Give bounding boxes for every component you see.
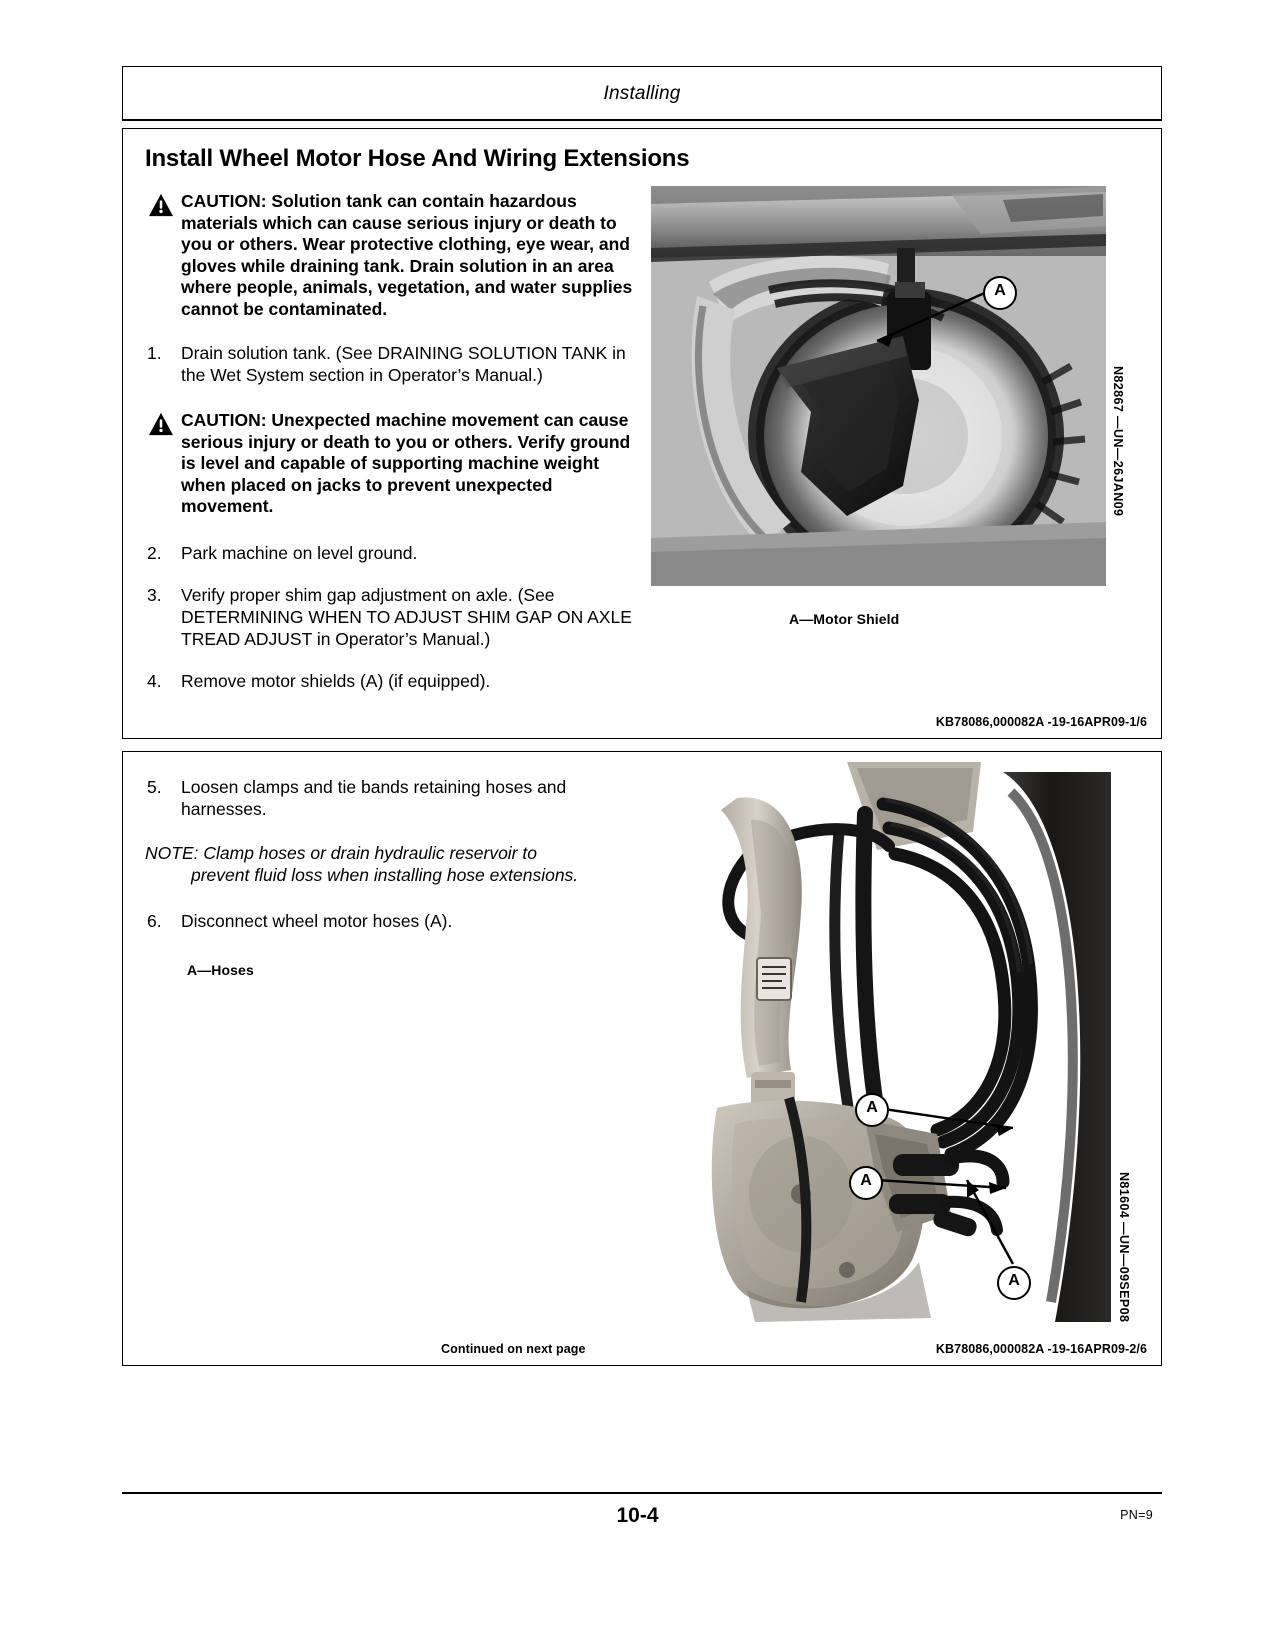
step-1-text: Drain solution tank. (See DRAINING SOLUTION TANK in the Wet System section in Operator’s Manual.) bbox=[181, 343, 626, 385]
figure-wheel-motor-hoses bbox=[651, 762, 1146, 1342]
list-item-step-1 bbox=[145, 342, 645, 386]
callout-bubble-a: A bbox=[983, 276, 1017, 310]
callout-bubble-a1: A bbox=[855, 1093, 889, 1127]
caution-note-1 bbox=[145, 191, 645, 320]
callout-bubble-a3: A bbox=[997, 1266, 1031, 1300]
list-item-step-3 bbox=[145, 584, 645, 650]
note-text: Clamp hoses or drain hydraulic reservoir to bbox=[203, 843, 537, 863]
article-panel-1 bbox=[122, 128, 1162, 739]
list-item-step-6 bbox=[145, 910, 645, 932]
step-4-number: 4. bbox=[147, 670, 162, 691]
caution-2-text: CAUTION: Unexpected machine movement can cause serious injury or death to you or others. Verify ground is level and capable of supporting machine weight when placed on jacks to prevent unexpected movement. bbox=[181, 410, 631, 516]
warning-triangle-icon bbox=[148, 193, 174, 217]
panel-1-footer-code: KB78086,000082A -19-16APR09-1/6 bbox=[935, 715, 1147, 729]
note-label: NOTE: bbox=[145, 843, 199, 863]
photo-wheel-motor-shield bbox=[651, 186, 1106, 586]
photo-artwork bbox=[651, 762, 1111, 1327]
panel-2-text-column bbox=[145, 776, 645, 978]
list-item-step-2 bbox=[145, 542, 645, 564]
caution-1-text: CAUTION: Solution tank can contain hazardous materials which can cause serious injury or death to you or others. Wear protective clothing, eye wear, and gloves while draining tank. Drain solution in an area where people, animals, vegetation, and water supplies cannot be contaminated. bbox=[181, 191, 633, 319]
step-6-number: 6. bbox=[147, 911, 162, 931]
step-3-number: 3. bbox=[147, 584, 162, 605]
step-4-text: Remove motor shields (A) (if equipped). bbox=[181, 670, 491, 691]
figure-legend-motor-shield: A—Motor Shield bbox=[789, 611, 900, 627]
step-6-text: Disconnect wheel motor hoses (A). bbox=[181, 911, 453, 931]
list-item-step-5 bbox=[145, 776, 645, 820]
page-number: 10-4 bbox=[616, 1504, 659, 1527]
photo-id-n81604: N81604 —UN—09SEP08 bbox=[1117, 1172, 1131, 1323]
page-title: Install Wheel Motor Hose And Wiring Extensions bbox=[145, 145, 690, 172]
step-3-text: Verify proper shim gap adjustment on axle. (See DETERMINING WHEN TO ADJUST SHIM GAP ON AXLE TREAD ADJUST in Operator’s Manual.) bbox=[181, 584, 632, 649]
caution-note-2 bbox=[145, 410, 645, 518]
list-item-step-4 bbox=[145, 670, 645, 692]
continued-label: Continued on next page bbox=[441, 1342, 586, 1356]
note-block bbox=[145, 842, 645, 886]
photo-id-n82867: N82867 —UN—26JAN09 bbox=[1111, 366, 1125, 517]
photo-artwork bbox=[651, 186, 1106, 586]
figure-legend-hoses: A—Hoses bbox=[187, 962, 254, 978]
step-1-number: 1. bbox=[147, 343, 162, 363]
warning-triangle-icon bbox=[148, 412, 174, 436]
step-2-number: 2. bbox=[147, 542, 162, 563]
footer-divider bbox=[122, 1492, 1162, 1494]
pn-code: PN=9 bbox=[1120, 1508, 1153, 1522]
panel-2-footer-code: KB78086,000082A -19-16APR09-2/6 bbox=[935, 1342, 1147, 1356]
step-5-number: 5. bbox=[147, 777, 162, 797]
figure-motor-shield bbox=[651, 186, 1141, 627]
step-2-text: Park machine on level ground. bbox=[181, 542, 418, 563]
photo-hoses bbox=[651, 762, 1111, 1327]
panel-1-text-column bbox=[145, 191, 645, 707]
note-continuation: prevent fluid loss when installing hose extensions. bbox=[191, 865, 579, 885]
callout-bubble-a2: A bbox=[849, 1166, 883, 1200]
running-header bbox=[122, 66, 1162, 121]
article-panel-2 bbox=[122, 751, 1162, 1366]
header-title: Installing bbox=[603, 83, 681, 104]
step-5-text: Loosen clamps and tie bands retaining hoses and harnesses. bbox=[181, 777, 567, 819]
callout-leader-a3 bbox=[951, 1172, 1041, 1282]
callout-leader-a bbox=[871, 271, 1051, 351]
